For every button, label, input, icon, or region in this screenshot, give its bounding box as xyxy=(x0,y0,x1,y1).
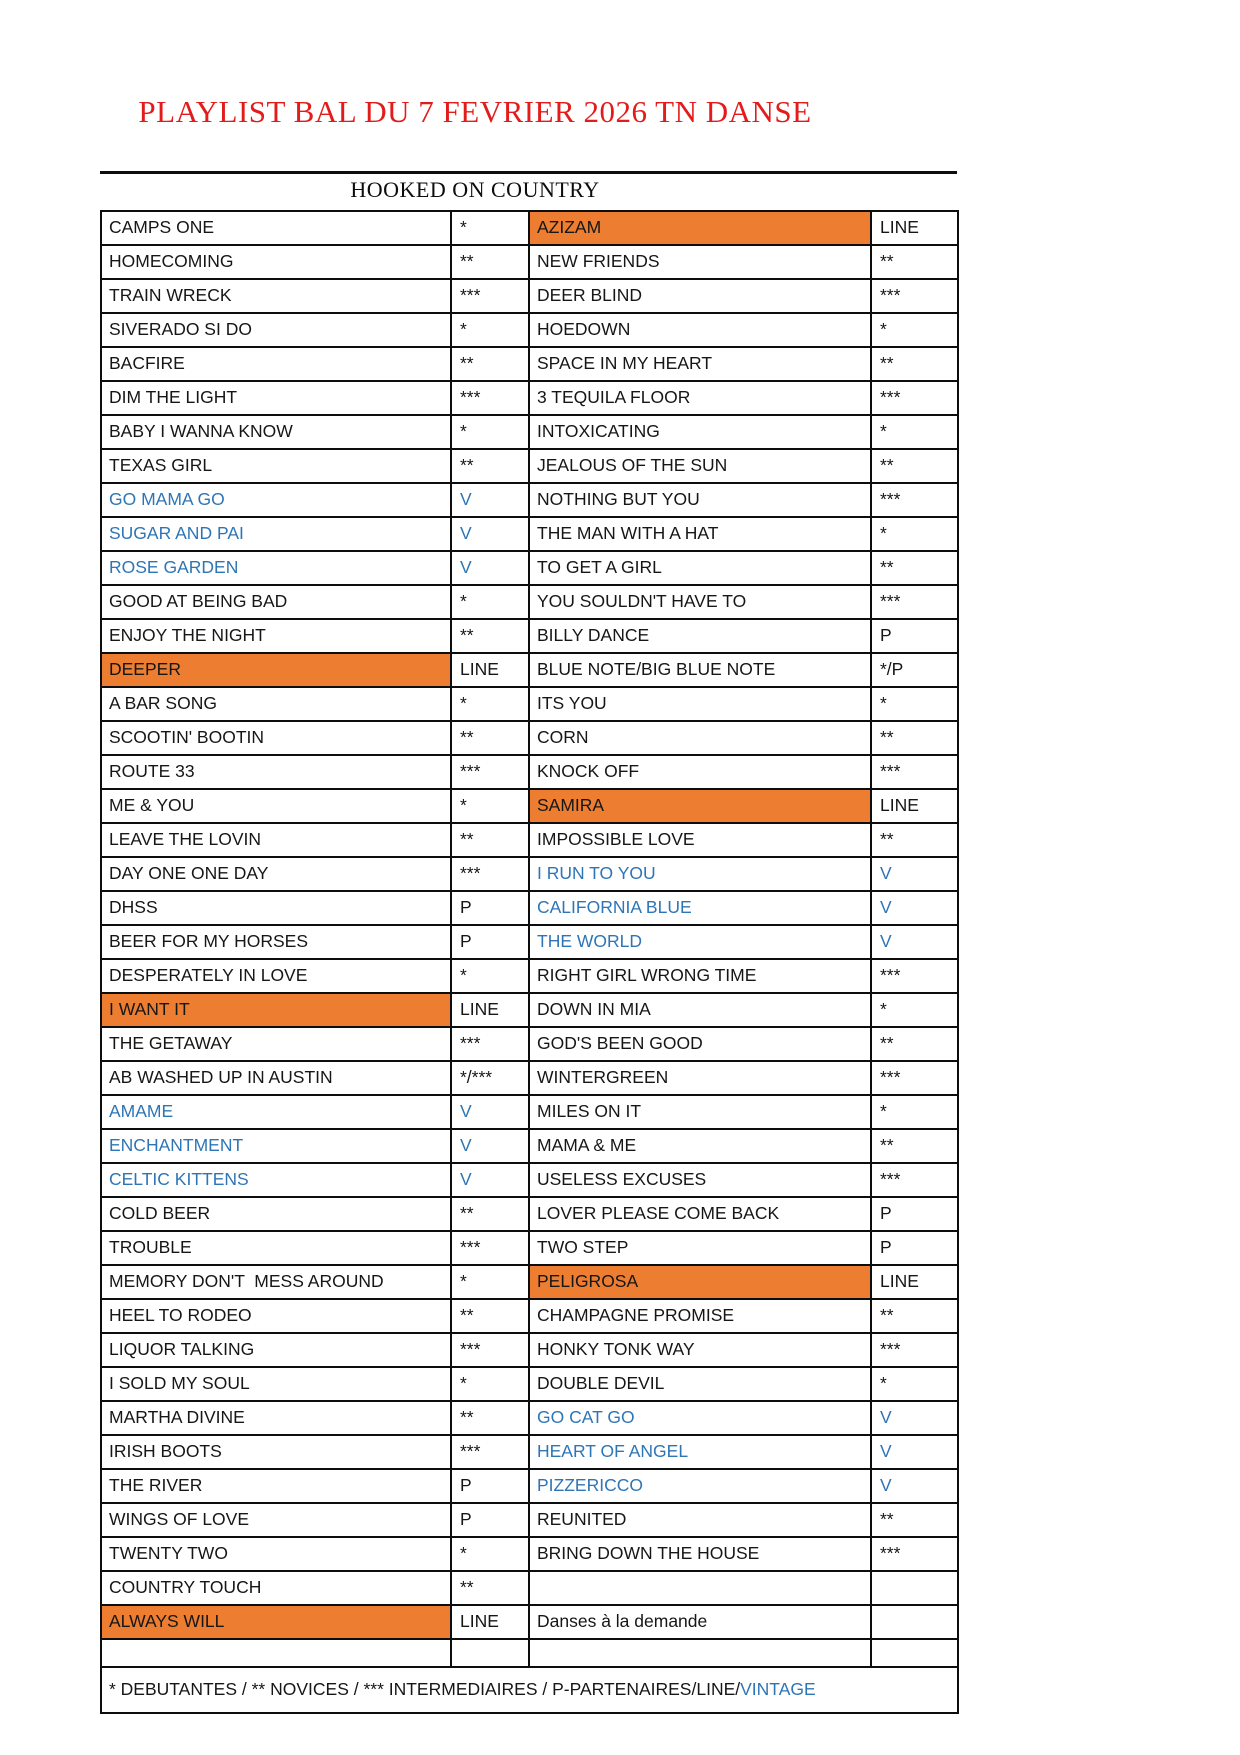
song-cell: PELIGROSA xyxy=(529,1265,871,1299)
playlist-table-body xyxy=(101,211,958,1667)
table-row xyxy=(101,1129,958,1163)
song-cell: NOTHING BUT YOU xyxy=(529,483,871,517)
song-cell: ITS YOU xyxy=(529,687,871,721)
song-cell: HONKY TONK WAY xyxy=(529,1333,871,1367)
song-cell: BLUE NOTE/BIG BLUE NOTE xyxy=(529,653,871,687)
table-row xyxy=(101,279,958,313)
level-cell: P xyxy=(451,1469,529,1503)
song-cell: MEMORY DON'T MESS AROUND xyxy=(101,1265,451,1299)
level-cell: *** xyxy=(871,1537,958,1571)
song-cell: HEART OF ANGEL xyxy=(529,1435,871,1469)
song-cell: ME & YOU xyxy=(101,789,451,823)
level-cell: LINE xyxy=(871,211,958,245)
table-row xyxy=(101,857,958,891)
level-cell: *** xyxy=(871,483,958,517)
level-cell: ** xyxy=(871,1027,958,1061)
song-cell: GO MAMA GO xyxy=(101,483,451,517)
song-cell: ENJOY THE NIGHT xyxy=(101,619,451,653)
level-cell: * xyxy=(451,1367,529,1401)
level-cell: * xyxy=(451,789,529,823)
level-cell: * xyxy=(871,1095,958,1129)
song-cell: AZIZAM xyxy=(529,211,871,245)
song-cell: KNOCK OFF xyxy=(529,755,871,789)
level-cell: *** xyxy=(871,755,958,789)
song-cell: LOVER PLEASE COME BACK xyxy=(529,1197,871,1231)
level-cell xyxy=(871,1639,958,1667)
level-cell: V xyxy=(871,1469,958,1503)
song-cell: BACFIRE xyxy=(101,347,451,381)
song-cell: GOD'S BEEN GOOD xyxy=(529,1027,871,1061)
song-cell: CALIFORNIA BLUE xyxy=(529,891,871,925)
level-cell: * xyxy=(451,959,529,993)
song-cell: I RUN TO YOU xyxy=(529,857,871,891)
level-cell: P xyxy=(451,1503,529,1537)
level-cell: ** xyxy=(451,1571,529,1605)
level-cell: *** xyxy=(451,279,529,313)
table-row xyxy=(101,585,958,619)
song-cell: IMPOSSIBLE LOVE xyxy=(529,823,871,857)
level-cell: * xyxy=(871,1367,958,1401)
level-cell: *** xyxy=(871,1061,958,1095)
level-cell: ** xyxy=(871,1299,958,1333)
level-cell: *** xyxy=(451,857,529,891)
song-cell: DOUBLE DEVIL xyxy=(529,1367,871,1401)
song-cell: CELTIC KITTENS xyxy=(101,1163,451,1197)
song-cell: GO CAT GO xyxy=(529,1401,871,1435)
song-cell: TWENTY TWO xyxy=(101,1537,451,1571)
level-cell: *** xyxy=(451,1027,529,1061)
level-cell: * xyxy=(451,211,529,245)
level-cell: V xyxy=(451,1163,529,1197)
song-cell: SPACE IN MY HEART xyxy=(529,347,871,381)
table-row xyxy=(101,517,958,551)
table-row xyxy=(101,789,958,823)
table-row xyxy=(101,483,958,517)
table-row xyxy=(101,1027,958,1061)
table-row xyxy=(101,1163,958,1197)
song-cell: TO GET A GIRL xyxy=(529,551,871,585)
song-cell: BABY I WANNA KNOW xyxy=(101,415,451,449)
level-cell: ** xyxy=(871,823,958,857)
table-row xyxy=(101,1469,958,1503)
song-cell: TRAIN WRECK xyxy=(101,279,451,313)
song-cell: CORN xyxy=(529,721,871,755)
table-row xyxy=(101,347,958,381)
table-row xyxy=(101,1435,958,1469)
song-cell: SAMIRA xyxy=(529,789,871,823)
song-cell: CAMPS ONE xyxy=(101,211,451,245)
table-row xyxy=(101,1333,958,1367)
song-cell: WINGS OF LOVE xyxy=(101,1503,451,1537)
level-cell: LINE xyxy=(451,993,529,1027)
level-cell: P xyxy=(451,925,529,959)
song-cell: THE MAN WITH A HAT xyxy=(529,517,871,551)
level-cell: * xyxy=(451,687,529,721)
level-cell: ** xyxy=(451,449,529,483)
song-cell: LEAVE THE LOVIN xyxy=(101,823,451,857)
table-row xyxy=(101,1265,958,1299)
level-cell: ** xyxy=(871,1129,958,1163)
song-cell: ROSE GARDEN xyxy=(101,551,451,585)
song-cell: HOMECOMING xyxy=(101,245,451,279)
level-cell: *** xyxy=(871,279,958,313)
title-divider xyxy=(100,171,957,174)
level-cell: V xyxy=(871,925,958,959)
level-cell: ** xyxy=(451,823,529,857)
level-cell: ** xyxy=(451,721,529,755)
song-cell: WINTERGREEN xyxy=(529,1061,871,1095)
table-row xyxy=(101,1537,958,1571)
song-cell: MAMA & ME xyxy=(529,1129,871,1163)
level-cell: LINE xyxy=(871,789,958,823)
song-cell: I SOLD MY SOUL xyxy=(101,1367,451,1401)
song-cell: PIZZERICCO xyxy=(529,1469,871,1503)
level-cell xyxy=(871,1571,958,1605)
song-cell: CHAMPAGNE PROMISE xyxy=(529,1299,871,1333)
song-cell: DOWN IN MIA xyxy=(529,993,871,1027)
song-cell: HEEL TO RODEO xyxy=(101,1299,451,1333)
level-cell: *** xyxy=(871,1163,958,1197)
table-row xyxy=(101,1503,958,1537)
song-cell: DAY ONE ONE DAY xyxy=(101,857,451,891)
page-title: PLAYLIST BAL DU 7 FEVRIER 2026 TN DANSE xyxy=(138,94,812,129)
table-row xyxy=(101,755,958,789)
table-row xyxy=(101,925,958,959)
level-cell: V xyxy=(871,1435,958,1469)
level-cell: * xyxy=(451,585,529,619)
song-cell: ALWAYS WILL xyxy=(101,1605,451,1639)
song-cell: THE WORLD xyxy=(529,925,871,959)
table-row xyxy=(101,1571,958,1605)
legend-row xyxy=(101,1667,958,1713)
song-cell xyxy=(529,1639,871,1667)
level-cell: * xyxy=(451,1537,529,1571)
level-cell: ** xyxy=(451,1197,529,1231)
song-cell: ROUTE 33 xyxy=(101,755,451,789)
table-row xyxy=(101,687,958,721)
table-row xyxy=(101,1197,958,1231)
song-cell: TROUBLE xyxy=(101,1231,451,1265)
table-row xyxy=(101,1095,958,1129)
song-cell: Danses à la demande xyxy=(529,1605,871,1639)
song-cell: JEALOUS OF THE SUN xyxy=(529,449,871,483)
table-row xyxy=(101,1639,958,1667)
level-cell: P xyxy=(871,1197,958,1231)
table-row xyxy=(101,891,958,925)
level-cell: ** xyxy=(871,245,958,279)
table-row xyxy=(101,245,958,279)
song-cell: IRISH BOOTS xyxy=(101,1435,451,1469)
level-cell: LINE xyxy=(871,1265,958,1299)
level-cell: ** xyxy=(871,1503,958,1537)
song-cell: DEEPER xyxy=(101,653,451,687)
song-cell: DEER BLIND xyxy=(529,279,871,313)
table-row xyxy=(101,823,958,857)
song-cell: REUNITED xyxy=(529,1503,871,1537)
level-cell: ** xyxy=(871,551,958,585)
song-cell: COUNTRY TOUCH xyxy=(101,1571,451,1605)
level-cell: P xyxy=(451,891,529,925)
table-row xyxy=(101,381,958,415)
legend-cell xyxy=(101,1667,958,1713)
table-row xyxy=(101,721,958,755)
level-cell: * xyxy=(451,415,529,449)
table-row xyxy=(101,1401,958,1435)
song-cell: AB WASHED UP IN AUSTIN xyxy=(101,1061,451,1095)
level-cell: P xyxy=(871,1231,958,1265)
level-cell: V xyxy=(871,1401,958,1435)
song-cell: INTOXICATING xyxy=(529,415,871,449)
table-row xyxy=(101,1061,958,1095)
level-cell: *** xyxy=(451,1333,529,1367)
level-cell: * xyxy=(871,517,958,551)
level-cell: V xyxy=(451,1095,529,1129)
level-cell: *** xyxy=(451,1231,529,1265)
level-cell xyxy=(451,1639,529,1667)
song-cell: DHSS xyxy=(101,891,451,925)
level-cell: * xyxy=(451,1265,529,1299)
level-cell: * xyxy=(871,313,958,347)
level-cell: *** xyxy=(871,959,958,993)
level-cell: */P xyxy=(871,653,958,687)
song-cell: COLD BEER xyxy=(101,1197,451,1231)
song-cell: DESPERATELY IN LOVE xyxy=(101,959,451,993)
table-row xyxy=(101,1231,958,1265)
level-cell: *** xyxy=(871,1333,958,1367)
level-cell: * xyxy=(871,415,958,449)
song-cell: LIQUOR TALKING xyxy=(101,1333,451,1367)
playlist-table xyxy=(100,210,959,1714)
song-cell: HOEDOWN xyxy=(529,313,871,347)
song-cell: RIGHT GIRL WRONG TIME xyxy=(529,959,871,993)
table-row xyxy=(101,993,958,1027)
table-row xyxy=(101,1367,958,1401)
song-cell xyxy=(101,1639,451,1667)
table-row xyxy=(101,619,958,653)
level-cell: V xyxy=(451,517,529,551)
song-cell: BRING DOWN THE HOUSE xyxy=(529,1537,871,1571)
level-cell: ** xyxy=(871,449,958,483)
level-cell: ** xyxy=(451,347,529,381)
song-cell: 3 TEQUILA FLOOR xyxy=(529,381,871,415)
level-cell: * xyxy=(871,993,958,1027)
level-cell: *** xyxy=(451,1435,529,1469)
level-cell: V xyxy=(871,857,958,891)
table-row xyxy=(101,959,958,993)
level-cell: *** xyxy=(871,381,958,415)
level-cell: V xyxy=(871,891,958,925)
song-cell: ENCHANTMENT xyxy=(101,1129,451,1163)
level-cell: ** xyxy=(871,347,958,381)
song-cell: AMAME xyxy=(101,1095,451,1129)
level-cell: V xyxy=(451,1129,529,1163)
level-cell: * xyxy=(871,687,958,721)
table-row xyxy=(101,313,958,347)
level-cell: */*** xyxy=(451,1061,529,1095)
level-cell: *** xyxy=(871,585,958,619)
level-cell: V xyxy=(451,483,529,517)
song-cell: NEW FRIENDS xyxy=(529,245,871,279)
table-row xyxy=(101,211,958,245)
level-cell: ** xyxy=(451,1401,529,1435)
song-cell: TEXAS GIRL xyxy=(101,449,451,483)
level-cell: LINE xyxy=(451,653,529,687)
table-row xyxy=(101,1605,958,1639)
song-cell: TWO STEP xyxy=(529,1231,871,1265)
song-cell: DIM THE LIGHT xyxy=(101,381,451,415)
song-cell: YOU SOULDN'T HAVE TO xyxy=(529,585,871,619)
song-cell: THE GETAWAY xyxy=(101,1027,451,1061)
song-cell: SIVERADO SI DO xyxy=(101,313,451,347)
legend-vintage-text: VINTAGE xyxy=(740,1679,816,1700)
song-cell: SCOOTIN' BOOTIN xyxy=(101,721,451,755)
level-cell: P xyxy=(871,619,958,653)
song-cell: SUGAR AND PAI xyxy=(101,517,451,551)
level-cell xyxy=(871,1605,958,1639)
level-cell: *** xyxy=(451,755,529,789)
level-cell: V xyxy=(451,551,529,585)
song-cell: USELESS EXCUSES xyxy=(529,1163,871,1197)
song-cell: THE RIVER xyxy=(101,1469,451,1503)
level-cell: *** xyxy=(451,381,529,415)
song-cell: BILLY DANCE xyxy=(529,619,871,653)
table-row xyxy=(101,551,958,585)
song-cell: A BAR SONG xyxy=(101,687,451,721)
song-cell: BEER FOR MY HORSES xyxy=(101,925,451,959)
level-cell: ** xyxy=(451,1299,529,1333)
song-cell: MARTHA DIVINE xyxy=(101,1401,451,1435)
song-cell xyxy=(529,1571,871,1605)
level-cell: ** xyxy=(451,619,529,653)
level-cell: ** xyxy=(871,721,958,755)
table-row xyxy=(101,653,958,687)
table-row xyxy=(101,449,958,483)
table-row xyxy=(101,1299,958,1333)
song-cell: MILES ON IT xyxy=(529,1095,871,1129)
section-subtitle: HOOKED ON COUNTRY xyxy=(350,177,600,202)
level-cell: * xyxy=(451,313,529,347)
song-cell: I WANT IT xyxy=(101,993,451,1027)
legend-text: * DEBUTANTES / ** NOVICES / *** INTERMEDIAIRES / P-PARTENAIRES/LINE/ xyxy=(109,1679,741,1700)
level-cell: LINE xyxy=(451,1605,529,1639)
level-cell: ** xyxy=(451,245,529,279)
song-cell: GOOD AT BEING BAD xyxy=(101,585,451,619)
table-row xyxy=(101,415,958,449)
